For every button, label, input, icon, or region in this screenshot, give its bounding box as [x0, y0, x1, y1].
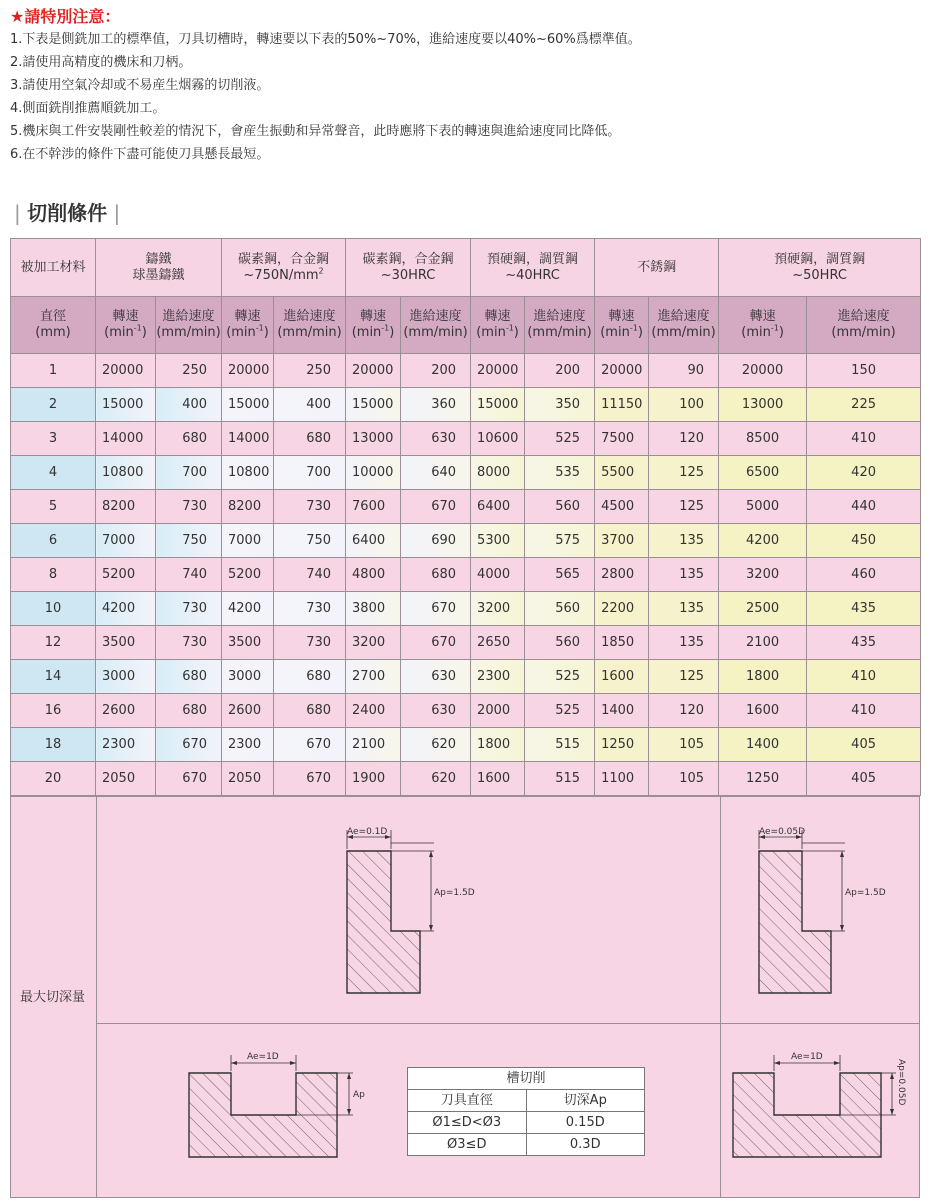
speed-cell: 2100	[719, 626, 807, 660]
table-row	[11, 388, 921, 422]
diameter-cell: 1	[11, 354, 96, 388]
speed-cell: 2300	[96, 728, 156, 762]
speed-cell: 14000	[222, 422, 274, 456]
diag4-ae-label: Ae=1D	[791, 1052, 823, 1062]
speed-cell: 1800	[719, 660, 807, 694]
speed-header: 轉速 $(\min^{-1})$	[719, 297, 807, 354]
groove-table	[407, 1067, 645, 1156]
heading-bar-right: |	[107, 201, 121, 225]
speed-cell: 15000	[222, 388, 274, 422]
feed-header: 進給速度 (mm/min)	[274, 297, 346, 354]
feed-cell: 730	[274, 626, 346, 660]
speed-cell: 1600	[471, 762, 525, 796]
speed-cell: 20000	[719, 354, 807, 388]
material-header: 預硬鋼，調質鋼 ~50HRC	[719, 239, 921, 297]
groove-dia: Ø3≤D	[408, 1134, 527, 1156]
feed-cell: 100	[649, 388, 719, 422]
table-row	[11, 524, 921, 558]
notice-item: 6.在不幹涉的條件下盡可能使刀具懸長最短。	[10, 147, 270, 162]
speed-cell: 2500	[719, 592, 807, 626]
feed-cell: 700	[156, 456, 222, 490]
feed-header: 進給速度 (mm/min)	[156, 297, 222, 354]
table-row	[11, 762, 921, 796]
speed-cell: 7500	[595, 422, 649, 456]
speed-cell: 6400	[471, 490, 525, 524]
speed-header: 轉速 $(\min^{-1})$	[595, 297, 649, 354]
feed-cell: 630	[401, 694, 471, 728]
speed-cell: 3700	[595, 524, 649, 558]
feed-cell: 105	[649, 728, 719, 762]
diameter-cell: 16	[11, 694, 96, 728]
speed-cell: 8200	[96, 490, 156, 524]
diameter-header: 直徑 (mm)	[11, 297, 96, 354]
feed-cell: 125	[649, 456, 719, 490]
diameter-cell: 5	[11, 490, 96, 524]
speed-cell: 5200	[222, 558, 274, 592]
feed-cell: 730	[274, 490, 346, 524]
feed-cell: 680	[401, 558, 471, 592]
speed-cell: 4000	[471, 558, 525, 592]
speed-cell: 15000	[471, 388, 525, 422]
table-row	[11, 728, 921, 762]
groove-ap: 0.3D	[526, 1134, 645, 1156]
feed-cell: 525	[525, 422, 595, 456]
feed-cell: 680	[156, 422, 222, 456]
speed-cell: 6500	[719, 456, 807, 490]
speed-cell: 1400	[719, 728, 807, 762]
diameter-cell: 4	[11, 456, 96, 490]
feed-cell: 135	[649, 524, 719, 558]
feed-cell: 730	[156, 592, 222, 626]
table-row	[11, 694, 921, 728]
speed-cell: 6400	[346, 524, 401, 558]
material-header: 預硬鋼，調質鋼 ~40HRC	[471, 239, 595, 297]
speed-cell: 3800	[346, 592, 401, 626]
speed-cell: 13000	[346, 422, 401, 456]
speed-cell: 2650	[471, 626, 525, 660]
speed-cell: 4500	[595, 490, 649, 524]
table-row	[11, 490, 921, 524]
speed-cell: 2050	[222, 762, 274, 796]
speed-cell: 8500	[719, 422, 807, 456]
speed-cell: 10800	[96, 456, 156, 490]
feed-cell: 440	[807, 490, 921, 524]
feed-header: 進給速度 (mm/min)	[807, 297, 921, 354]
feed-cell: 670	[274, 762, 346, 796]
feed-cell: 670	[401, 490, 471, 524]
feed-cell: 670	[156, 762, 222, 796]
feed-cell: 435	[807, 592, 921, 626]
table-row	[11, 626, 921, 660]
slot-milling-diagram-2	[733, 1052, 906, 1157]
material-header: 碳素鋼，合金鋼 ~30HRC	[346, 239, 471, 297]
feed-cell: 730	[274, 592, 346, 626]
feed-cell: 515	[525, 762, 595, 796]
groove-dia: Ø1≤D<Ø3	[408, 1112, 527, 1134]
speed-cell: 3500	[96, 626, 156, 660]
feed-header: 進給速度 (mm/min)	[649, 297, 719, 354]
feed-cell: 560	[525, 490, 595, 524]
speed-cell: 2700	[346, 660, 401, 694]
feed-cell: 630	[401, 422, 471, 456]
speed-cell: 20000	[595, 354, 649, 388]
speed-cell: 1250	[719, 762, 807, 796]
speed-cell: 3200	[346, 626, 401, 660]
diameter-cell: 3	[11, 422, 96, 456]
feed-cell: 525	[525, 694, 595, 728]
feed-cell: 420	[807, 456, 921, 490]
feed-cell: 250	[156, 354, 222, 388]
speed-cell: 4800	[346, 558, 401, 592]
diameter-cell: 14	[11, 660, 96, 694]
speed-cell: 8000	[471, 456, 525, 490]
feed-cell: 670	[401, 626, 471, 660]
feed-cell: 460	[807, 558, 921, 592]
feed-cell: 90	[649, 354, 719, 388]
feed-cell: 515	[525, 728, 595, 762]
feed-cell: 150	[807, 354, 921, 388]
feed-cell: 560	[525, 592, 595, 626]
diameter-cell: 10	[11, 592, 96, 626]
feed-cell: 730	[156, 490, 222, 524]
diag1-ap-label: Ap=1.5D	[434, 888, 475, 898]
material-header: 不銹鋼	[595, 239, 719, 297]
speed-cell: 3200	[719, 558, 807, 592]
speed-cell: 5300	[471, 524, 525, 558]
speed-cell: 3200	[471, 592, 525, 626]
feed-cell: 700	[274, 456, 346, 490]
speed-cell: 7000	[222, 524, 274, 558]
feed-cell: 535	[525, 456, 595, 490]
speed-header: 轉速 $(\min^{-1})$	[96, 297, 156, 354]
diameter-cell: 8	[11, 558, 96, 592]
speed-cell: 1400	[595, 694, 649, 728]
section-heading	[14, 199, 120, 227]
notice-item: 1.下表是側銑加工的標準值，刀具切槽時，轉速要以下表的50%~70%，進給速度要以40%~60%爲標準值。	[10, 32, 641, 47]
feed-cell: 360	[401, 388, 471, 422]
speed-cell: 14000	[96, 422, 156, 456]
feed-cell: 750	[274, 524, 346, 558]
feed-cell: 200	[401, 354, 471, 388]
speed-cell: 2400	[346, 694, 401, 728]
speed-cell: 20000	[96, 354, 156, 388]
feed-cell: 250	[274, 354, 346, 388]
feed-cell: 680	[274, 660, 346, 694]
diag2-ae-label: Ae=0.05D	[759, 827, 806, 837]
speed-header: 轉速 $(\min^{-1})$	[222, 297, 274, 354]
speed-cell: 15000	[346, 388, 401, 422]
feed-cell: 560	[525, 626, 595, 660]
feed-cell: 405	[807, 728, 921, 762]
diag4-ap-label: Ap=0.05D	[896, 1059, 906, 1106]
material-label: 被加工材料	[11, 239, 96, 297]
feed-cell: 120	[649, 422, 719, 456]
speed-cell: 10800	[222, 456, 274, 490]
feed-cell: 730	[156, 626, 222, 660]
table-row	[11, 422, 921, 456]
speed-header: 轉速 $(\min^{-1})$	[346, 297, 401, 354]
feed-cell: 135	[649, 558, 719, 592]
feed-cell: 620	[401, 762, 471, 796]
speed-cell: 20000	[471, 354, 525, 388]
speed-cell: 1850	[595, 626, 649, 660]
feed-cell: 450	[807, 524, 921, 558]
notice-title: ★請特別注意：	[10, 7, 121, 26]
table-row	[11, 558, 921, 592]
cutting-conditions-table	[10, 238, 921, 796]
feed-cell: 670	[274, 728, 346, 762]
feed-cell: 690	[401, 524, 471, 558]
speed-cell: 1100	[595, 762, 649, 796]
diag3-ae-label: Ae=1D	[247, 1052, 279, 1062]
feed-cell: 225	[807, 388, 921, 422]
speed-cell: 7600	[346, 490, 401, 524]
groove-ap: 0.15D	[526, 1112, 645, 1134]
notice-item: 2.請使用高精度的機床和刀柄。	[10, 55, 192, 70]
feed-cell: 680	[274, 694, 346, 728]
table-row	[11, 354, 921, 388]
speed-cell: 2300	[471, 660, 525, 694]
unit-header-row	[11, 297, 921, 354]
feed-cell: 135	[649, 592, 719, 626]
feed-cell: 670	[156, 728, 222, 762]
slot-milling-diagram-1	[189, 1052, 365, 1157]
feed-cell: 630	[401, 660, 471, 694]
diag2-ap-label: Ap=1.5D	[845, 888, 886, 898]
feed-cell: 620	[401, 728, 471, 762]
speed-cell: 1600	[719, 694, 807, 728]
feed-cell: 680	[156, 660, 222, 694]
speed-cell: 2600	[96, 694, 156, 728]
section-title: 切削條件	[27, 201, 108, 225]
groove-title: 槽切削	[408, 1068, 645, 1090]
speed-cell: 5000	[719, 490, 807, 524]
feed-header: 進給速度 (mm/min)	[401, 297, 471, 354]
speed-cell: 10600	[471, 422, 525, 456]
speed-cell: 8200	[222, 490, 274, 524]
feed-cell: 575	[525, 524, 595, 558]
feed-cell: 125	[649, 490, 719, 524]
speed-header: 轉速 $(\min^{-1})$	[471, 297, 525, 354]
speed-cell: 2100	[346, 728, 401, 762]
speed-cell: 1800	[471, 728, 525, 762]
feed-cell: 135	[649, 626, 719, 660]
speed-cell: 3000	[96, 660, 156, 694]
speed-cell: 5500	[595, 456, 649, 490]
diameter-cell: 20	[11, 762, 96, 796]
feed-cell: 740	[156, 558, 222, 592]
feed-cell: 125	[649, 660, 719, 694]
feed-cell: 120	[649, 694, 719, 728]
speed-cell: 1900	[346, 762, 401, 796]
speed-cell: 2000	[471, 694, 525, 728]
speed-cell: 20000	[346, 354, 401, 388]
feed-cell: 750	[156, 524, 222, 558]
feed-cell: 740	[274, 558, 346, 592]
diameter-cell: 18	[11, 728, 96, 762]
speed-cell: 5200	[96, 558, 156, 592]
feed-cell: 405	[807, 762, 921, 796]
feed-cell: 400	[156, 388, 222, 422]
table-row	[11, 660, 921, 694]
side-milling-diagram-2	[759, 827, 886, 993]
speed-cell: 3500	[222, 626, 274, 660]
speed-cell: 4200	[222, 592, 274, 626]
speed-cell: 2300	[222, 728, 274, 762]
speed-cell: 1600	[595, 660, 649, 694]
feed-cell: 350	[525, 388, 595, 422]
speed-cell: 1250	[595, 728, 649, 762]
feed-cell: 525	[525, 660, 595, 694]
groove-col-dia: 刀具直徑	[408, 1090, 527, 1112]
feed-cell: 410	[807, 422, 921, 456]
feed-header: 進給速度 (mm/min)	[525, 297, 595, 354]
diag3-ap-label: Ap	[353, 1090, 365, 1100]
feed-cell: 670	[401, 592, 471, 626]
feed-cell: 680	[156, 694, 222, 728]
speed-cell: 2800	[595, 558, 649, 592]
diameter-cell: 2	[11, 388, 96, 422]
feed-cell: 410	[807, 694, 921, 728]
feed-cell: 435	[807, 626, 921, 660]
diameter-cell: 6	[11, 524, 96, 558]
side-milling-diagram-1	[347, 827, 475, 993]
speed-cell: 15000	[96, 388, 156, 422]
material-header: 碳素鋼，合金鋼 $\sim 750N/mm^2$	[222, 239, 346, 297]
notice-item: 5.機床與工件安裝剛性較差的情況下，會産生振動和异常聲音，此時應將下表的轉速與進給速度同比降低。	[10, 124, 621, 139]
speed-cell: 11150	[595, 388, 649, 422]
groove-col-ap: 切深Ap	[526, 1090, 645, 1112]
feed-cell: 410	[807, 660, 921, 694]
feed-cell: 200	[525, 354, 595, 388]
speed-cell: 10000	[346, 456, 401, 490]
table-body	[11, 354, 921, 796]
speed-cell: 7000	[96, 524, 156, 558]
table-row	[11, 592, 921, 626]
speed-cell: 13000	[719, 388, 807, 422]
notice-item: 4.側面銑削推薦順銑加工。	[10, 101, 166, 116]
speed-cell: 4200	[719, 524, 807, 558]
speed-cell: 2050	[96, 762, 156, 796]
max-depth-label: 最大切深量	[20, 990, 86, 1005]
speed-cell: 20000	[222, 354, 274, 388]
table-row	[11, 456, 921, 490]
notice-box	[10, 6, 920, 166]
speed-cell: 2200	[595, 592, 649, 626]
heading-bar-left: |	[14, 201, 28, 225]
feed-cell: 640	[401, 456, 471, 490]
feed-cell: 105	[649, 762, 719, 796]
speed-cell: 4200	[96, 592, 156, 626]
feed-cell: 680	[274, 422, 346, 456]
feed-cell: 400	[274, 388, 346, 422]
speed-cell: 3000	[222, 660, 274, 694]
notice-item: 3.請使用空氣冷却或不易産生烟霧的切削液。	[10, 78, 270, 93]
material-header: 鑄鐵 球墨鑄鐵	[96, 239, 222, 297]
diag1-ae-label: Ae=0.1D	[347, 827, 388, 837]
material-header-row	[11, 239, 921, 297]
feed-cell: 565	[525, 558, 595, 592]
diameter-cell: 12	[11, 626, 96, 660]
speed-cell: 2600	[222, 694, 274, 728]
